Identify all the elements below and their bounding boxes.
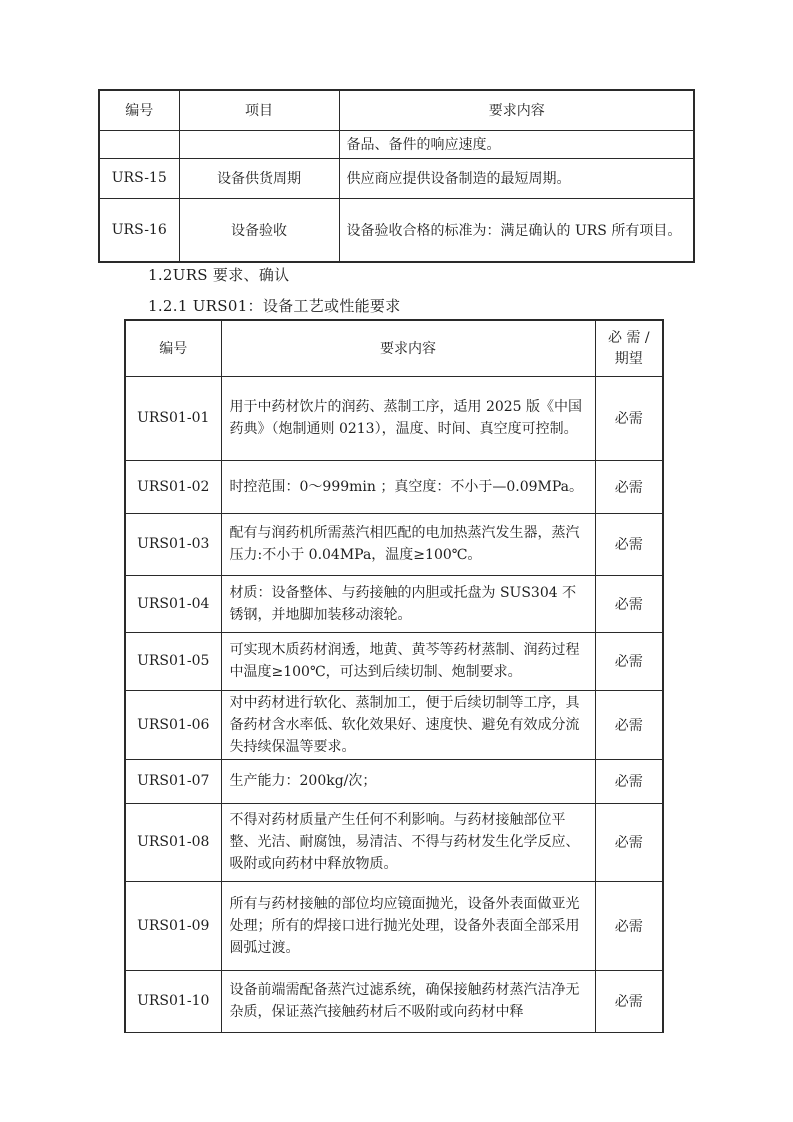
cell-requirement: 生产能力：200kg/次； xyxy=(221,759,595,803)
cell-requirement: 材质：设备整体、与药接触的内胆或托盘为 SUS304 不锈钢，并地脚加装移动滚轮。 xyxy=(221,575,595,632)
cell-required: 必需 xyxy=(595,376,663,460)
cell-requirement: 设备前端需配备蒸汽过滤系统，确保接触药材蒸汽洁净无杂质，保证蒸汽接触药材后不吸附或向药材中释 xyxy=(221,970,595,1032)
cell-required: 必需 xyxy=(595,759,663,803)
cell-requirement: 备品、备件的响应速度。 xyxy=(339,130,694,158)
cell-id: URS01-03 xyxy=(125,513,221,575)
table-row xyxy=(125,970,663,1032)
cell-required: 必需 xyxy=(595,460,663,513)
cell-id: URS-15 xyxy=(99,158,179,198)
cell-required: 必需 xyxy=(595,690,663,759)
cell-item: 设备验收 xyxy=(179,198,339,262)
cell-requirement: 所有与药材接触的部位均应镜面抛光，设备外表面做亚光处理；所有的焊接口进行抛光处理，设备外表面全部采用圆弧过渡。 xyxy=(221,881,595,970)
cell-id: URS01-10 xyxy=(125,970,221,1032)
cell-id: URS-16 xyxy=(99,198,179,262)
cell-required: 必需 xyxy=(595,575,663,632)
cell-required: 必需 xyxy=(595,881,663,970)
header-required-expected xyxy=(595,320,663,376)
cell-id: URS01-02 xyxy=(125,460,221,513)
table-row xyxy=(99,130,694,158)
table-row xyxy=(99,158,694,198)
table-row xyxy=(125,513,663,575)
subsection-heading: 1.2.1 URS01：设备工艺或性能要求 xyxy=(148,297,401,315)
cell-requirement: 配有与润药机所需蒸汽相匹配的电加热蒸汽发生器，蒸汽压力:不小于 0.04MPa，温度≥100℃。 xyxy=(221,513,595,575)
cell-id: URS01-05 xyxy=(125,632,221,690)
table-row xyxy=(125,759,663,803)
cell-item xyxy=(179,130,339,158)
cell-requirement: 不得对药材质量产生任何不利影响。与药材接触部位平整、光洁、耐腐蚀，易清洁、不得与药材发生化学反应、吸附或向药材中释放物质。 xyxy=(221,803,595,881)
table-row xyxy=(99,198,694,262)
header-required-line1: 必 需 / xyxy=(607,330,650,347)
header-id: 编号 xyxy=(99,90,179,130)
table-row xyxy=(125,460,663,513)
table-row xyxy=(125,881,663,970)
cell-requirement: 可实现木质药材润透，地黄、黄芩等药材蒸制、润药过程中温度≥100℃，可达到后续切制、炮制要求。 xyxy=(221,632,595,690)
table-row xyxy=(125,376,663,460)
header-requirement: 要求内容 xyxy=(339,90,694,130)
table-equipment-supply xyxy=(98,89,695,263)
cell-id: URS01-07 xyxy=(125,759,221,803)
cell-id: URS01-08 xyxy=(125,803,221,881)
cell-requirement: 用于中药材饮片的润药、蒸制工序，适用 2025 版《中国药典》（炮制通则 0213），温度、时间、真空度可控制。 xyxy=(221,376,595,460)
cell-item: 设备供货周期 xyxy=(179,158,339,198)
cell-required: 必需 xyxy=(595,632,663,690)
cell-requirement: 时控范围：0～999min ；真空度：不小于—0.09MPa。 xyxy=(221,460,595,513)
header-required-line2: 期望 xyxy=(614,351,643,368)
section-heading: 1.2URS 要求、确认 xyxy=(148,266,290,284)
table-row xyxy=(125,690,663,759)
header-item: 项目 xyxy=(179,90,339,130)
table-header-row xyxy=(99,90,694,130)
cell-required: 必需 xyxy=(595,970,663,1032)
table-row xyxy=(125,803,663,881)
cell-requirement: 供应商应提供设备制造的最短周期。 xyxy=(339,158,694,198)
table-urs01-requirements xyxy=(124,319,664,1033)
header-requirement: 要求内容 xyxy=(221,320,595,376)
cell-id: URS01-04 xyxy=(125,575,221,632)
cell-id: URS01-01 xyxy=(125,376,221,460)
cell-id xyxy=(99,130,179,158)
cell-required: 必需 xyxy=(595,513,663,575)
cell-requirement: 对中药材进行软化、蒸制加工，便于后续切制等工序，具备药材含水率低、软化效果好、速度快、避免有效成分流失持续保温等要求。 xyxy=(221,690,595,759)
cell-requirement: 设备验收合格的标准为：满足确认的 URS 所有项目。 xyxy=(339,198,694,262)
cell-id: URS01-06 xyxy=(125,690,221,759)
table-row xyxy=(125,575,663,632)
table-header-row xyxy=(125,320,663,376)
cell-required: 必需 xyxy=(595,803,663,881)
header-id: 编号 xyxy=(125,320,221,376)
cell-id: URS01-09 xyxy=(125,881,221,970)
table-row xyxy=(125,632,663,690)
